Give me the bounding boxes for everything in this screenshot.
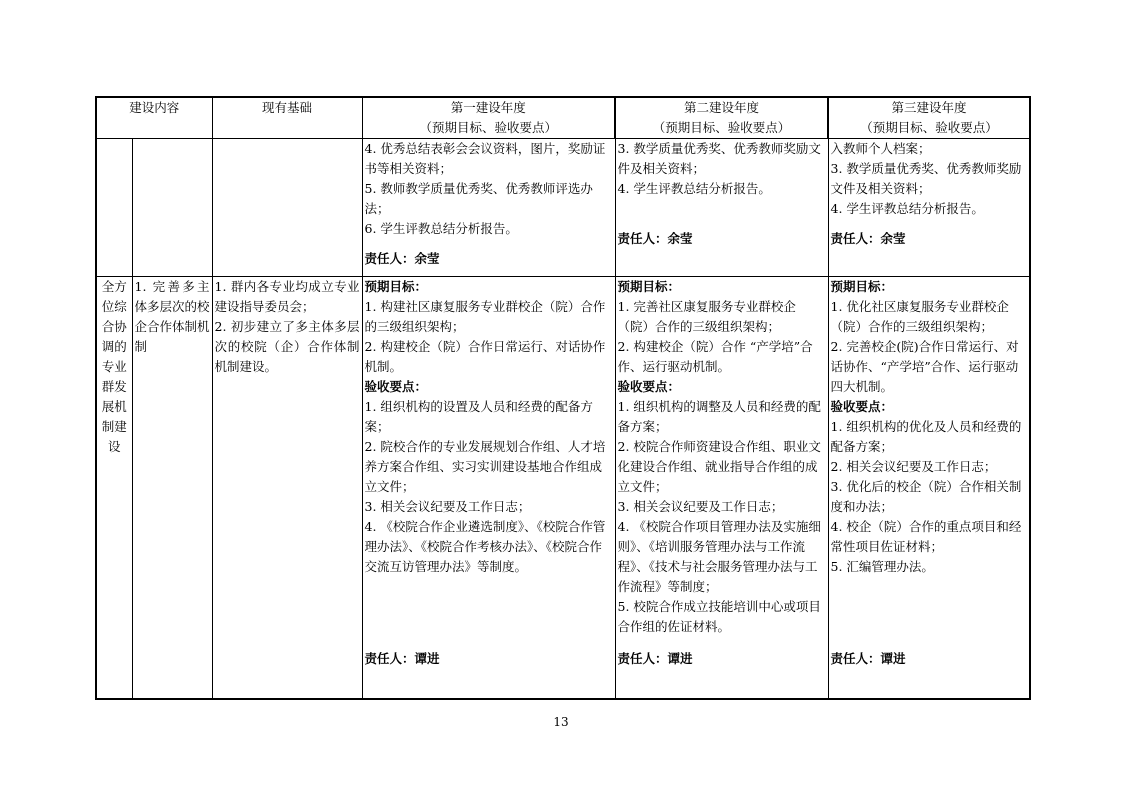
responsible-person: 责任人：谭进 [617, 651, 693, 666]
check-label: 验收要点： [830, 399, 894, 414]
responsible-person: 责任人：余莹 [364, 251, 440, 266]
table-row [96, 277, 1030, 699]
construction-plan-table [95, 96, 1031, 700]
responsible-person: 责任人：余莹 [617, 231, 693, 246]
responsible-person: 责任人：谭进 [830, 651, 906, 666]
check-label: 验收要点： [617, 379, 681, 394]
table-row [96, 139, 1030, 277]
category-cell: 全方位综合协调的专业群发展机制建设 [96, 277, 132, 699]
header-content: 建设内容 [96, 97, 212, 139]
row2-year2-cell: 预期目标： 1. 完善社区康复服务专业群校企（院）合作的三级组织架构； 2. 构建校企（院）合作 “产学培”合作、运行驱动机制。 验收要点： 1. 组织机构的调整及人员和经费的配备方案； 2. 校院合作师资建设合作组、职业文化建设合作组、就业指导合作组的成立文件； 3. 相关会议纪要及工作日志； 4. 《校院合作项目管理办法及实施细则》、《培训服务管理办法与工作流程》、《技术与社会服务管理办法与工作流程》等制度； 5. 校院合作成立技能培训中心或项目合作组的佐证材料。 责任人：谭进 [615, 277, 828, 699]
header-year2: 第二建设年度 （预期目标、验收要点） [615, 97, 828, 139]
target-label: 预期目标： [830, 279, 894, 294]
empty-cell [132, 139, 212, 277]
basis-cell: 1. 群内各专业均成立专业建设指导委员会； 2. 初步建立了多主体多层次的校院（企）合作体制机制建设。 [212, 277, 362, 699]
responsible-person: 责任人：余莹 [830, 231, 906, 246]
check-label: 验收要点： [364, 379, 428, 394]
row2-year3-cell: 预期目标： 1. 优化社区康复服务专业群校企（院）合作的三级组织架构； 2. 完善校企(院)合作日常运行、对话协作、“产学培”合作、运行驱动四大机制。 验收要点： 1. 组织机构的优化及人员和经费的配备方案； 2. 相关会议纪要及工作日志； 3. 优化后的校企（院）合作相关制度和办法； 4. 校企（院）合作的重点项目和经常性项目佐证材料； 5. 汇编管理办法。 责任人：谭进 [828, 277, 1030, 699]
item-cell: 1. 完善多主体多层次的校企合作体制机制 [132, 277, 212, 699]
row1-year2-cell: 3. 教学质量优秀奖、优秀教师奖励文件及相关资料； 4. 学生评教总结分析报告。 责任人：余莹 [615, 139, 828, 277]
header-basis: 现有基础 [212, 97, 362, 139]
header-year3: 第三建设年度 （预期目标、验收要点） [828, 97, 1030, 139]
responsible-person: 责任人：谭进 [364, 651, 440, 666]
empty-cell [212, 139, 362, 277]
page-number: 13 [553, 715, 569, 729]
header-year1: 第一建设年度 （预期目标、验收要点） [362, 97, 615, 139]
empty-cell [96, 139, 132, 277]
target-label: 预期目标： [617, 279, 681, 294]
row1-year3-cell: 入教师个人档案； 3. 教学质量优秀奖、优秀教师奖励文件及相关资料； 4. 学生评教总结分析报告。 责任人：余莹 [828, 139, 1030, 277]
row2-year1-cell: 预期目标： 1. 构建社区康复服务专业群校企（院）合作的三级组织架构； 2. 构建校企（院）合作日常运行、对话协作机制。 验收要点： 1. 组织机构的设置及人员和经费的配备方案； 2. 院校合作的专业发展规划合作组、人才培养方案合作组、实习实训建设基地合作组成立文件； 3. 相关会议纪要及工作日志； 4. 《校院合作企业遴选制度》、《校院合作管理办法》、《校院合作考核办法》、《校院合作交流互访管理办法》等制度。 责任人：谭进 [362, 277, 615, 699]
row1-year1-cell: 4. 优秀总结表彰会会议资料，图片，奖励证书等相关资料； 5. 教师教学质量优秀奖、优秀教师评选办法； 6. 学生评教总结分析报告。 责任人：余莹 [362, 139, 615, 277]
header-row [96, 97, 1030, 139]
target-label: 预期目标： [364, 279, 428, 294]
